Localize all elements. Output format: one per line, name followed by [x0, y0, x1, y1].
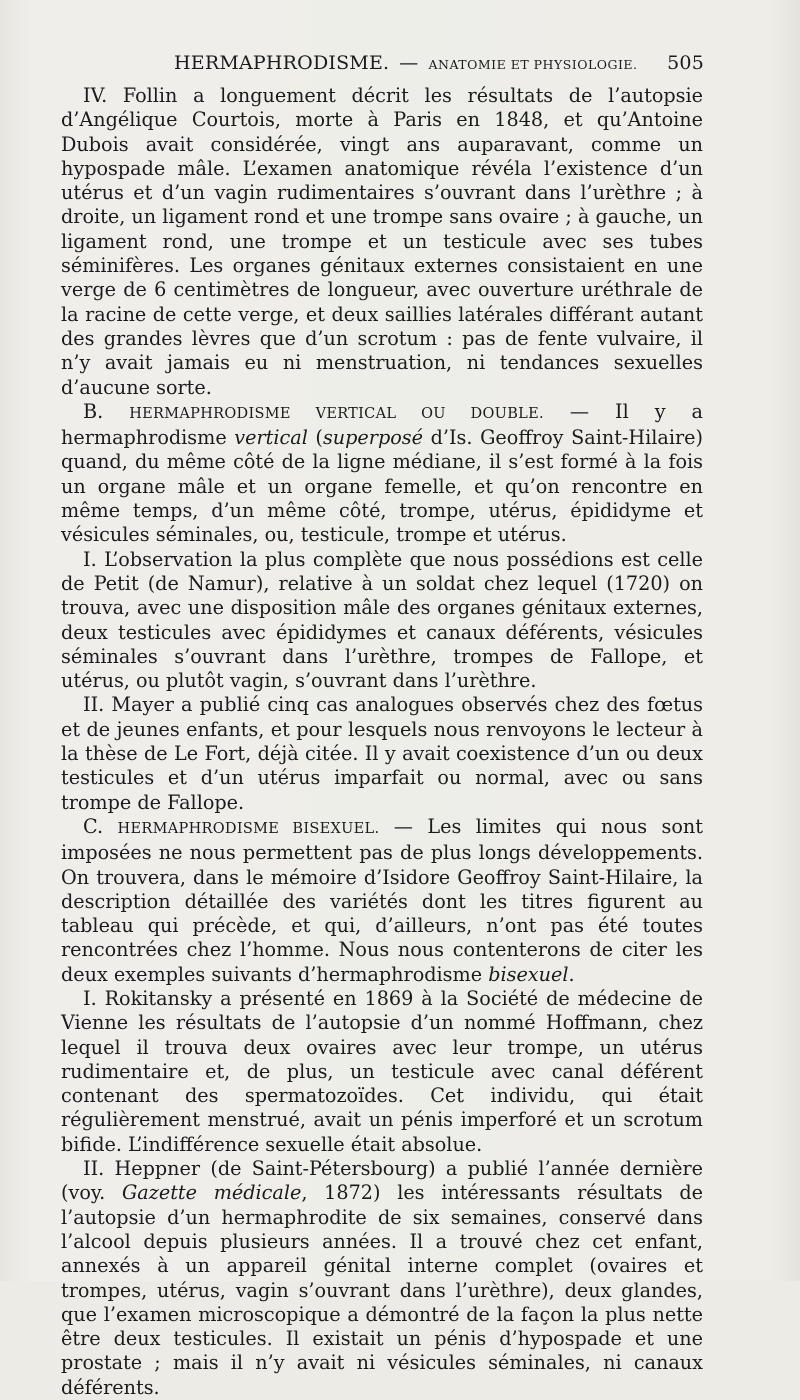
paragraph-ii-heppner: [61, 1157, 703, 1400]
section-letter-c: C.: [83, 814, 118, 838]
paragraph-text: d’Is. Geoffroy Saint-Hilaire) quand, du même côté de la ligne médiane, il s’est formé à la fois un organe mâle et un organe femelle, et qu’on rencontre en même temps, d’un même côté, trompe, utérus, épididyme et vésicules séminales, ou, testicule, trompe et utérus.: [61, 426, 703, 547]
running-head-separator: —: [399, 52, 419, 74]
section-letter-b: B.: [83, 399, 130, 423]
section-heading-vertical: HERMAPHRODISME VERTICAL OU DOUBLE.: [129, 405, 544, 422]
emphasis-bisexuel: bisexuel: [488, 962, 569, 986]
paragraph-text: .: [568, 962, 575, 986]
running-head: [60, 52, 704, 74]
paragraph-text: II. Heppner (de Saint-Pétersbourg) a publié l’année dernière (voy.: [61, 1157, 703, 1205]
body-text: [61, 84, 703, 1400]
paragraph-iv-follin: IV. Follin a longuement décrit les résultats de l’autopsie d’Angélique Courtois, morte à Paris en 1848, et qu’Antoine Dubois avait considérée, vingt ans auparavant, comme un hypospade mâle. L’examen anatomique révéla l’existence d’un utérus et d’un vagin rudimentaires s’ouvrant dans l’urèthre ; à droite, un ligament rond et une trompe sans ovaire ; à gauche, un ligament rond, une trompe et un testicule avec ses tubes séminifères. Les organes génitaux externes consistaient en une verge de 6 centimètres de longueur, avec ouverture uréthrale de la racine de cette verge, et deux saillies latérales différant autant des grandes lèvres que d’un scrotum : pas de fente vulvaire, il n’y avait jamais eu ni menstruation, ni tendances sexuelles d’aucune sorte.: [61, 84, 703, 399]
paragraph-i-petit: I. L’observation la plus complète que nous possédions est celle de Petit (de Namur), relative à un soldat chez lequel (1720) on trouva, avec une disposition mâle des organes génitaux externes, deux testicules avec épididymes et canaux déférents, vésicules séminales s’ouvrant dans l’urèthre, trompes de Fallope, et utérus, ou plutôt vagin, s’ouvrant dans l’urèthre.: [61, 547, 703, 693]
paragraph-text: (: [307, 426, 323, 450]
emphasis-vertical: vertical: [234, 426, 308, 450]
paragraph-text: , 1872) les intéressants résultats de l’autopsie d’un hermaphrodite de six semaines, conservé dans l’alcool depuis plusieurs années. Il a trouvé chez cet enfant, annexés à un appareil génital interne complet (ovaires et trompes, utérus, vagin s’ouvrant dans l’urèthre), deux glandes, que l’examen microscopique a démontré de la façon la plus nette être deux testicules. Il existait un pénis d’hypospade et une prostate ; mais il n’y avait ni vésicules séminales, ni canaux déférents.: [61, 1181, 703, 1399]
emphasis-gazette-medicale: Gazette médicale: [121, 1181, 302, 1205]
paragraph-text: — Les limites qui nous sont imposées ne nous permettent pas de plus longs développements. On trouvera, dans le mémoire d’Isidore Geoffroy Saint-Hilaire, la description détaillée des variétés dont les titres figurent au tableau qui précède, et qui, d’ailleurs, n’ont pas été toutes rencontrées chez l’homme. Nous nous contenterons de citer les deux exemples suivants d’hermaphrodisme: [61, 814, 703, 986]
emphasis-superpose: superposé: [322, 426, 423, 450]
paragraph-i-rokitansky: I. Rokitansky a présenté en 1869 à la Société de médecine de Vienne les résultats de l’autopsie d’un nommé Hoffmann, chez lequel il trouva deux ovaires avec leur trompe, un utérus rudimentaire et, de plus, un testicule avec canal déférent contenant des spermatozoïdes. Cet individu, qui était régulièrement menstrué, avait un pénis imperforé et un scrotum bifide. L’indifférence sexuelle était absolue.: [61, 986, 703, 1156]
page-number: 505: [667, 52, 704, 74]
paragraph-b-vertical: [61, 400, 703, 548]
running-head-subtitle: ANATOMIE ET PHYSIOLOGIE.: [428, 57, 638, 72]
paragraph-text: — Il y a hermaphrodisme: [61, 399, 703, 450]
section-heading-bisexuel: HERMAPHRODISME BISEXUEL.: [117, 820, 380, 837]
paragraph-c-bisexuel: [61, 815, 703, 987]
running-head-title: HERMAPHRODISME.: [174, 52, 390, 74]
paragraph-ii-mayer: II. Mayer a publié cinq cas analogues observés chez des fœtus et de jeunes enfants, et pour lesquels nous renvoyons le lecteur à la thèse de Le Fort, déjà citée. Il y avait coexistence d’un ou deux testicules et d’un utérus imparfait ou normal, avec ou sans trompe de Fallope.: [61, 693, 703, 814]
